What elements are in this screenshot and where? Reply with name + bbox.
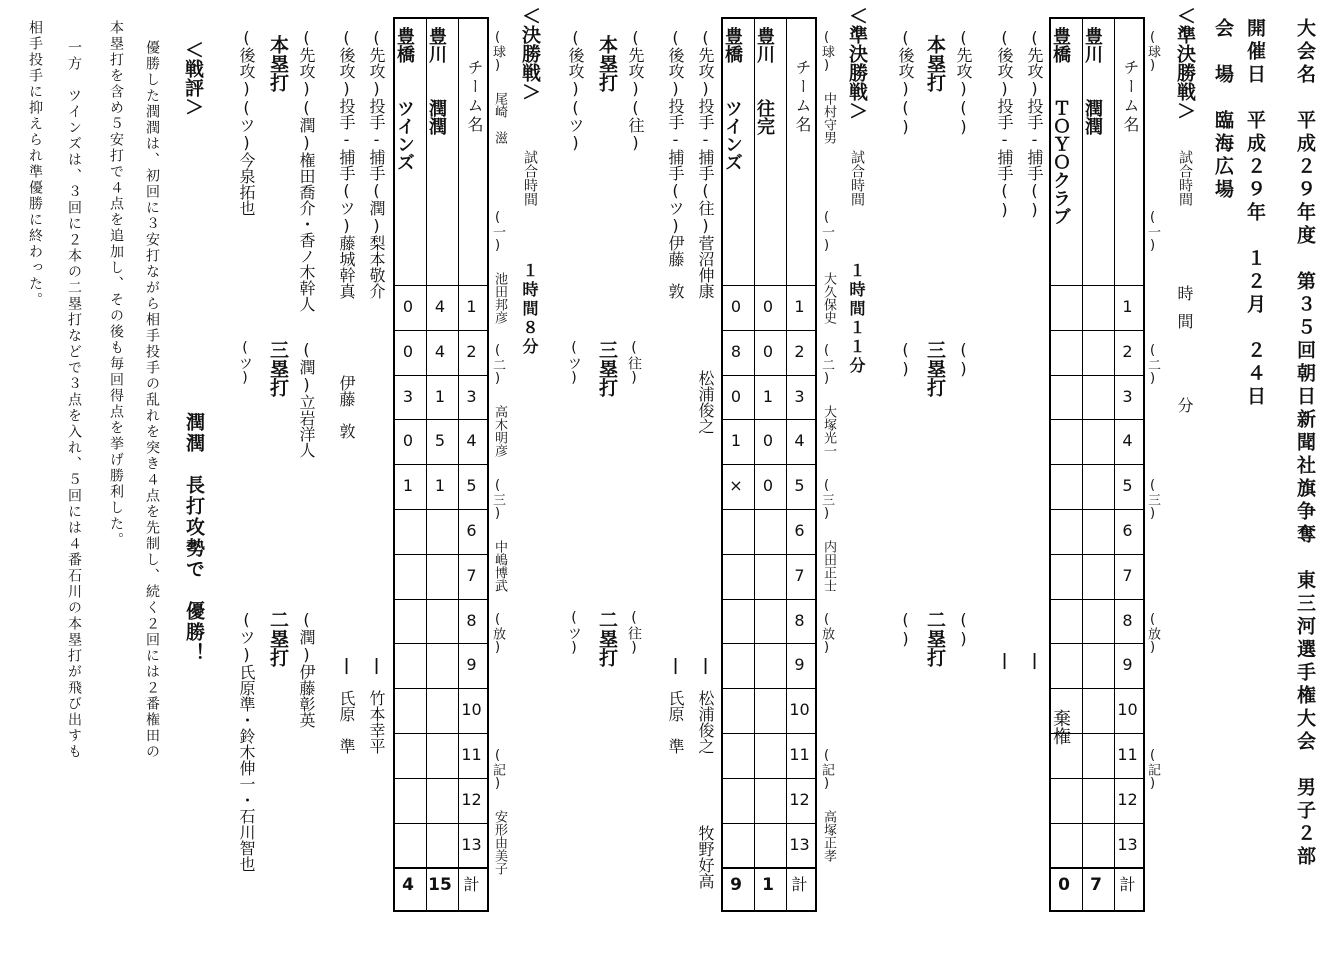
sf2-score-t2-5: × (729, 476, 743, 496)
sf2-second-pitch: (後攻)投手-捕手(ツ)伊藤 敦 (666, 28, 685, 299)
final-triple-first: (潤)立岩洋人 (297, 340, 316, 458)
sf1-umpire-label-2: (一) (1145, 210, 1160, 253)
sf2-score-t1-2: 0 (762, 341, 774, 361)
review-headline: 潤潤 長打攻勢で 優勝！ (183, 412, 205, 664)
sf1-inning-10: 10 (1117, 700, 1138, 720)
sf2-umpire-name-2: 大久保史 (821, 272, 836, 324)
sf1-inning-7: 7 (1122, 565, 1133, 585)
final-score-t2-1: 0 (402, 297, 414, 316)
sf2-first-pitch: (先攻)投手-捕手(往)菅沼伸康 (696, 28, 715, 299)
sf2-first-pitch-2: 松浦俊之 (696, 370, 715, 434)
sf1-first-pitch: (先攻)投手-捕手() (1025, 28, 1044, 219)
sf1-inning-3: 3 (1122, 386, 1133, 406)
review-line-4: 相手投手に抑えられ準優勝に終わった。 (27, 20, 43, 308)
sf1-team-2-side: 豊橋 (1050, 27, 1071, 63)
sf1-umpire-label-3: (二) (1145, 343, 1160, 386)
final-inning-2: 2 (466, 341, 477, 361)
sf2-umpire-label-3: (二) (819, 343, 834, 386)
sf2-triple-label: 三塁打 (596, 340, 618, 397)
final-score-t1-3: 1 (434, 386, 446, 406)
sf1-inning-13: 13 (1117, 834, 1138, 854)
sf2-score-t2-3: 0 (730, 386, 742, 406)
final-score-t2-3: 3 (402, 386, 414, 406)
final-team-1-side: 豊川 (426, 27, 447, 63)
sf2-first-hr: (先攻)(往) (626, 28, 645, 152)
final-inning-8: 8 (466, 610, 477, 630)
sf2-umpire-name-1: 中村守男 (821, 92, 836, 144)
sf2-inning-6: 6 (794, 521, 805, 540)
final-score-t1-1: 4 (434, 297, 446, 316)
sf1-total-t1: 7 (1090, 875, 1102, 896)
final-dash-2: | (337, 655, 356, 674)
final-double-second: (ツ)氏原準・鈴木伸一・石川智也 (237, 610, 256, 872)
sf1-umpire-label-4: (三) (1145, 478, 1160, 521)
sf1-double-team-1: () (954, 610, 973, 648)
final-first-pitch-2: 竹本幸平 (367, 690, 386, 754)
sf1-triple-team-2: () (896, 340, 915, 378)
final-inning-3: 3 (466, 386, 477, 406)
review-line-3: 一方 ツインズは、３回に２本の二塁打などで３点を入れ、５回には４番石川の本塁打が飛び出すも (66, 40, 82, 760)
sf1-triple-label: 三塁打 (924, 340, 946, 397)
sf1-team-1-side: 豊川 (1082, 27, 1103, 63)
sf2-inning-4: 4 (794, 431, 805, 451)
final-heading: ＜決勝戦＞ (519, 6, 541, 101)
sf1-total-t2: 0 (1058, 875, 1070, 896)
final-col-header: チーム名 (465, 59, 484, 135)
sf2-score-t1-3: 1 (762, 386, 774, 406)
sf2-dash-1: | (696, 655, 715, 674)
final-umpire-label-3: (二) (490, 343, 505, 386)
final-score-t2-5: 1 (402, 476, 414, 496)
final-inning-5: 5 (466, 476, 477, 496)
sf2-score-t1-1: 0 (762, 297, 774, 316)
final-first-pitch: (先攻)投手-捕手(潤)梨本敬介 (367, 28, 386, 299)
final-umpire-name-1: 尾崎 滋 (492, 92, 507, 144)
sf2-dash-2: | (666, 655, 685, 674)
final-inning-7: 7 (466, 565, 477, 585)
sf2-umpire-label-5: (放) (819, 612, 834, 655)
venue: 会 場 臨海広場 (1212, 18, 1234, 202)
sf2-inning-8: 8 (794, 610, 805, 630)
sf2-team-2-side: 豊橋 (722, 27, 743, 63)
final-score-t1-4: 5 (434, 431, 446, 451)
sf2-double-label: 二塁打 (596, 610, 618, 667)
sf2-umpire-label-2: (一) (819, 210, 834, 253)
event-date: 開催日 平成２９年 １２月 ２４日 (1244, 18, 1266, 409)
final-team-1-name: 潤潤 (426, 99, 447, 135)
sf2-total-t2: 9 (730, 875, 742, 896)
sf1-inning-12: 12 (1117, 789, 1138, 809)
sf1-double-label: 二塁打 (924, 610, 946, 667)
sf1-second-hr: (後攻)() (896, 28, 915, 136)
sf1-forfeit-note: 棄権 (1050, 709, 1071, 745)
sf2-score-t1-5: 0 (762, 476, 774, 496)
final-score-t2-4: 0 (402, 431, 414, 451)
sf1-total-label: 計 (1119, 875, 1136, 895)
sf2-time-label: 試合時間 (849, 150, 865, 206)
sf2-triple-team-1: (往) (626, 340, 642, 386)
sf2-second-hr: (後攻)(ツ) (566, 28, 585, 152)
final-inning-6: 6 (466, 521, 477, 540)
sf1-scoreboard (1049, 17, 1145, 912)
sf1-inning-9: 9 (1122, 655, 1133, 675)
sf2-umpire-name-4: 内田正士 (821, 540, 836, 592)
sf1-inning-11: 11 (1117, 745, 1138, 764)
sf2-inning-5: 5 (794, 476, 805, 496)
final-inning-13: 13 (461, 834, 482, 854)
final-total-t1: 15 (428, 875, 452, 896)
sf2-total-t1: 1 (762, 875, 774, 896)
final-scoreboard (393, 17, 489, 912)
sf2-hr-label: 本塁打 (596, 35, 618, 92)
sf1-umpire-label-5: (放) (1145, 612, 1160, 655)
sf1-inning-2: 2 (1122, 341, 1133, 361)
final-umpire-label-6: (記) (490, 748, 505, 791)
final-dash-1: | (367, 655, 386, 674)
final-umpire-label-4: (三) (490, 478, 505, 521)
sf1-inning-4: 4 (1122, 431, 1133, 451)
final-double-label: 二塁打 (267, 610, 289, 667)
sf2-team-1-name: 往完 (754, 99, 775, 135)
sf2-inning-13: 13 (789, 834, 810, 854)
sf1-dash-2: | (995, 650, 1014, 669)
final-umpire-name-6: 安形由美子 (492, 810, 507, 875)
final-umpire-label-1: (球) (490, 30, 505, 73)
sf2-inning-10: 10 (789, 700, 810, 720)
review-line-1: 優勝した潤潤は、初回に３安打ながら相手投手の乱れを突き４点を先制し、続く２回には２番権田の (144, 40, 160, 760)
final-total-t2: 4 (402, 875, 414, 896)
sf2-team-1-side: 豊川 (754, 27, 775, 63)
sf1-time-label: 試合時間 (1177, 150, 1193, 206)
final-inning-4: 4 (466, 431, 477, 451)
sf1-umpire-label-1: (球) (1145, 30, 1160, 73)
sf2-inning-3: 3 (794, 386, 805, 406)
final-umpire-label-2: (一) (490, 210, 505, 253)
sf2-total-label: 計 (791, 875, 808, 895)
sf2-umpire-label-6: (記) (819, 748, 834, 791)
sf1-inning-6: 6 (1122, 521, 1133, 540)
final-total-label: 計 (463, 875, 480, 895)
final-time-value: １時間８分 (520, 262, 539, 357)
final-double-first: (潤)伊藤彰英 (297, 610, 316, 728)
sf1-col-header: チーム名 (1121, 59, 1140, 135)
sf2-inning-7: 7 (794, 565, 805, 585)
final-second-hr: (後攻)(ツ)今泉拓也 (237, 28, 256, 216)
sf2-score-t2-1: 0 (730, 297, 742, 316)
sf1-team-1-name: 潤潤 (1082, 99, 1103, 135)
sf2-umpire-label-1: (球) (819, 30, 834, 73)
final-time-label: 試合時間 (522, 150, 538, 206)
sf2-team-2-name: ツインズ (722, 99, 743, 171)
sf1-inning-8: 8 (1122, 610, 1133, 630)
final-score-t2-2: 0 (402, 341, 414, 361)
final-inning-12: 12 (461, 789, 482, 809)
sf2-col-header: チーム名 (793, 59, 812, 135)
final-inning-10: 10 (461, 700, 482, 720)
sf1-inning-1: 1 (1122, 297, 1133, 316)
sf2-score-t1-4: 0 (762, 431, 774, 451)
final-inning-1: 1 (466, 297, 477, 316)
sf2-inning-2: 2 (794, 341, 805, 361)
final-inning-11: 11 (461, 745, 482, 764)
sf2-score-t2-2: 8 (730, 341, 742, 361)
final-inning-9: 9 (466, 655, 477, 675)
sf1-heading: ＜準決勝戦＞ (1174, 6, 1196, 120)
sf2-second-pitch-2: 氏原 準 (666, 690, 685, 754)
sf2-umpire-label-4: (三) (819, 478, 834, 521)
tournament-title: 大会名 平成２９年度 第３５回朝日新聞社旗争奪 東三河選手権大会 男子２部 (1294, 18, 1316, 869)
final-triple-team-2: (ツ) (237, 340, 253, 386)
final-score-t1-5: 1 (434, 476, 446, 496)
sf2-first-pitch-3: 松浦俊之 (696, 690, 715, 754)
sf2-time-value: １時間１１分 (847, 262, 866, 376)
final-first-hr: (先攻)(潤)権田喬介・香ノ木幹人 (297, 28, 316, 312)
sf1-triple-team-1: () (954, 340, 973, 378)
final-team-2-side: 豊橋 (394, 27, 415, 63)
sf2-first-pitch-4: 牧野好高 (696, 825, 715, 889)
sf2-inning-1: 1 (794, 297, 805, 316)
sf2-double-team-1: (往) (626, 610, 642, 656)
sf1-double-team-2: () (896, 610, 915, 648)
sf2-double-team-2: (ツ) (566, 610, 582, 656)
sf1-second-pitch: (後攻)投手-捕手() (995, 28, 1014, 219)
sf2-heading: ＜準決勝戦＞ (846, 6, 868, 120)
final-second-pitch: (後攻)投手-捕手(ツ)藤城幹真 (337, 28, 356, 299)
review-line-2: 本塁打を含め５安打で４点を追加し、その後も毎回得点を挙げ勝利した。 (108, 20, 124, 548)
sf2-score-t2-4: 1 (730, 431, 742, 451)
sf1-first-hr: (先攻)() (954, 28, 973, 136)
sf1-team-2-name: ＴＯＹＯクラブ (1050, 99, 1071, 225)
final-second-pitch-3: 氏原 準 (337, 690, 356, 754)
final-second-pitch-2: 伊藤 敦 (337, 375, 356, 439)
sf1-inning-5: 5 (1122, 476, 1133, 496)
final-score-t1-2: 4 (434, 341, 446, 361)
review-heading: ＜戦評＞ (182, 40, 204, 116)
sf1-hr-label: 本塁打 (924, 35, 946, 92)
final-umpire-label-5: (放) (490, 612, 505, 655)
sf1-time-value: 時間 分 (1175, 285, 1194, 425)
sf1-umpire-label-6: (記) (1145, 748, 1160, 791)
sf2-inning-9: 9 (794, 655, 805, 675)
sf2-inning-11: 11 (789, 745, 810, 764)
final-triple-label: 三塁打 (267, 340, 289, 397)
sf2-scoreboard (721, 17, 817, 912)
sf2-inning-12: 12 (789, 789, 810, 809)
final-hr-label: 本塁打 (267, 35, 289, 92)
sf2-umpire-name-3: 大塚光一 (821, 405, 836, 457)
sf2-triple-team-2: (ツ) (566, 340, 582, 386)
sf1-dash-1: | (1025, 650, 1044, 669)
final-umpire-name-3: 高木明彦 (492, 405, 507, 457)
final-umpire-name-2: 池田邦彦 (492, 272, 507, 324)
final-team-2-name: ツインズ (394, 99, 415, 171)
final-umpire-name-4: 中嶋博武 (492, 540, 507, 592)
sf2-umpire-name-6: 高塚正孝 (821, 810, 836, 862)
